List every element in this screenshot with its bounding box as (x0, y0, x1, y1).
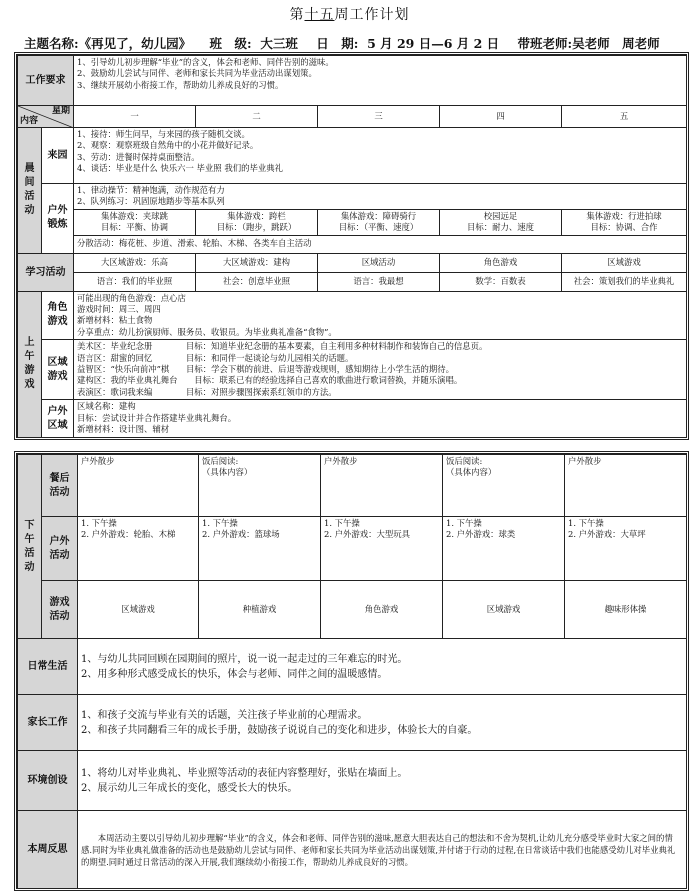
learning-r1-mon: 大区域游戏：乐高 (74, 253, 196, 272)
role-play-content: 可能出现的角色游戏：点心店 游戏时间：周三、周四 新增材料：粘土食物 分享重点：幼儿扮演厨师、服务员、收银员。为毕业典礼准备“食物”。 (74, 291, 687, 340)
pm-outdoor-mon: 1. 下午操 2. 户外游戏：轮胎、木梯 (78, 517, 199, 581)
outdoor-area-label: 户外区域 (42, 400, 74, 438)
learning-r2-thu: 数学：百数表 (440, 272, 562, 291)
reflection-label: 本周反思 (18, 811, 78, 889)
weekday-content-corner: 星期 内容 (18, 106, 74, 128)
learning-r2-mon: 语言：我们的毕业照 (74, 272, 196, 291)
arrival-label: 来园 (42, 128, 74, 184)
arrival-content: 1、接待：师生问早，与来园的孩子随机交谈。 2、观察：观察班级自然角中的小花并做好记录。 3、劳动：进餐时保持桌面整洁。 4、谈话：毕业是什么 快乐六一 毕业照 我们的毕业典礼 (74, 128, 687, 184)
page-title: 第十五周工作计划 (289, 7, 410, 23)
area-games-label: 区域游戏 (42, 340, 74, 400)
learning-r2-tue: 社会：创意毕业照 (196, 272, 318, 291)
game-wed: 集体游戏：障碍骑行 目标：（平衡、速度） (318, 209, 440, 235)
morning-activities-label: 晨间活动 (18, 128, 42, 254)
daily-life-label: 日常生活 (18, 639, 78, 695)
role-play-label: 角色游戏 (42, 291, 74, 340)
pm-outdoor-thu: 1. 下午操 2. 户外游戏：球类 (443, 517, 565, 581)
day-tue-header: 二 (196, 106, 318, 128)
plan-info-bar: 主题名称:《再见了，幼儿园》 班 级: 大三班 日 期: 5 月 29 日—6 月 2 日 带班老师:吴老师 周老师 (24, 36, 660, 51)
after-meal-fri: 户外散步 (565, 455, 687, 517)
theme-value: 《再见了，幼儿园》 (78, 36, 192, 51)
game-thu: 校园远足 目标：耐力、速度 (440, 209, 562, 235)
day-fri-header: 五 (562, 106, 687, 128)
pm-outdoor-fri: 1. 下午操 2. 户外游戏：大草坪 (565, 517, 687, 581)
date-value: 5 月 29 日—6 月 2 日 (367, 36, 500, 51)
day-mon-header: 一 (74, 106, 196, 128)
pm-outdoor-wed: 1. 下午操 2. 户外游戏：大型玩具 (321, 517, 443, 581)
environment-content: 1、将幼儿对毕业典礼、毕业照等活动的表征内容整理好，张贴在墙面上。 2、展示幼儿三年成长的变化，感受长大的快乐。 (78, 751, 687, 811)
morning-plan-table (17, 55, 687, 438)
reflection-content: 本周活动主要以引导幼儿初步理解“毕业”的含义，体会和老师、同伴告别的滋味,愿意大胆表达自己的想法和不舍为契机,让幼儿充分感受毕业时大家之间的情感.同时为毕业典礼做准备的活动也是鼓励幼儿尝试与同伴、老师和家长共同为毕业活动出谋划策,并付诸于行动的过程,在日常谈话中我们也能感受幼儿对毕业典礼的期望.同时通过日常活动的深入开展,我们继续幼小衔接工作，帮助幼儿养成良好的习惯。 (78, 811, 687, 889)
game-tue: 集体游戏：跨栏 目标：（跑步，跳跃） (196, 209, 318, 235)
group-activities: 分散活动：梅花桩、步道、滑索、轮胎、木梯、各类车自主活动 (74, 235, 687, 253)
learning-activities-label: 学习活动 (18, 253, 74, 291)
learning-r2-wed: 语言：我最想 (318, 272, 440, 291)
teacher-value: 吴老师 周老师 (572, 36, 660, 51)
pm-outdoor-label: 户外活动 (42, 517, 78, 581)
parent-work-label: 家长工作 (18, 695, 78, 751)
after-meal-mon: 户外散步 (78, 455, 199, 517)
work-requirements-content: 1、引导幼儿初步理解“毕业”的含义，体会和老师、同伴告别的滋味。 2、鼓励幼儿尝试与同伴、老师和家长共同为毕业活动出谋划策。 3、继续开展幼小衔接工作，帮助幼儿养成良好的习惯。 (74, 56, 687, 106)
learning-r1-fri: 区域游戏 (562, 253, 687, 272)
afternoon-plan-table (17, 454, 687, 889)
pm-game-tue: 种植游戏 (199, 581, 321, 639)
afternoon-activities-label: 下午活动 (18, 455, 42, 639)
afternoon-plan-frame (14, 451, 689, 891)
pm-game-thu: 区域游戏 (443, 581, 565, 639)
pm-outdoor-tue: 1. 下午操 2. 户外游戏：篮球场 (199, 517, 321, 581)
pm-game-fri: 趣味形体操 (565, 581, 687, 639)
pm-game-wed: 角色游戏 (321, 581, 443, 639)
parent-work-content: 1、和孩子交流与毕业有关的话题，关注孩子毕业前的心理需求。 2、和孩子共同翻看三年的成长手册，鼓励孩子说说自己的变化和进步，体验长大的自豪。 (78, 695, 687, 751)
morning-plan-frame (14, 52, 689, 440)
day-thu-header: 四 (440, 106, 562, 128)
after-meal-tue: 饭后阅读: （具体内容） (199, 455, 321, 517)
area-games-content: 美术区：毕业纪念册 目标：知道毕业纪念册的基本要素，自主利用多种材料制作和装饰自己的信息页。 语言区：甜蜜的回忆 目标：和同伴一起谈论与幼儿园相关的话题。 益智区：“快乐向前冲”棋 目标：学会下棋的前进、后退等游戏规则，感知期待上小学生活的期待。 建构区：我的毕业典礼舞台 目标：联系已有的经验选择自己喜欢的歌曲进行歌词替换，并随乐演唱。 表演区：歌词我来编 目标：对照步骤图探索系红领巾的方法。 (74, 340, 687, 400)
class-value: 大三班 (260, 36, 298, 51)
pm-game-mon: 区域游戏 (78, 581, 199, 639)
after-meal-wed: 户外散步 (321, 455, 443, 517)
learning-r1-thu: 角色游戏 (440, 253, 562, 272)
pm-game-label: 游戏活动 (42, 581, 78, 639)
game-mon: 集体游戏：夹球跳 目标：平衡、协调 (74, 209, 196, 235)
after-meal-label: 餐后活动 (42, 455, 78, 517)
learning-r2-fri: 社会：策划我们的毕业典礼 (562, 272, 687, 291)
am-games-label: 上午游戏 (18, 291, 42, 438)
daily-life-content: 1、与幼儿共同回顾在园期间的照片，说一说一起走过的三年难忘的时光。 2、用多种形式感受成长的快乐，体会与老师、同伴之间的温暖感情。 (78, 639, 687, 695)
work-requirements-label: 工作要求 (18, 56, 74, 106)
after-meal-thu: 饭后阅读: （具体内容） (443, 455, 565, 517)
week-number: 十五 (304, 7, 335, 23)
day-wed-header: 三 (318, 106, 440, 128)
learning-r1-wed: 区域活动 (318, 253, 440, 272)
environment-label: 环境创设 (18, 751, 78, 811)
outdoor-exercise-content: 1、律动操节：精神饱满，动作规范有力 2、队列练习：巩固原地踏步等基本队列 (74, 184, 687, 210)
game-fri: 集体游戏：行进拍球 目标：协调、合作 (562, 209, 687, 235)
outdoor-area-content: 区域名称：建构 目标：尝试设计并合作搭建毕业典礼舞台。 新增材料：设计图、辅材 (74, 400, 687, 438)
outdoor-exercise-label: 户外锻炼 (42, 184, 74, 254)
learning-r1-tue: 大区域游戏：建构 (196, 253, 318, 272)
